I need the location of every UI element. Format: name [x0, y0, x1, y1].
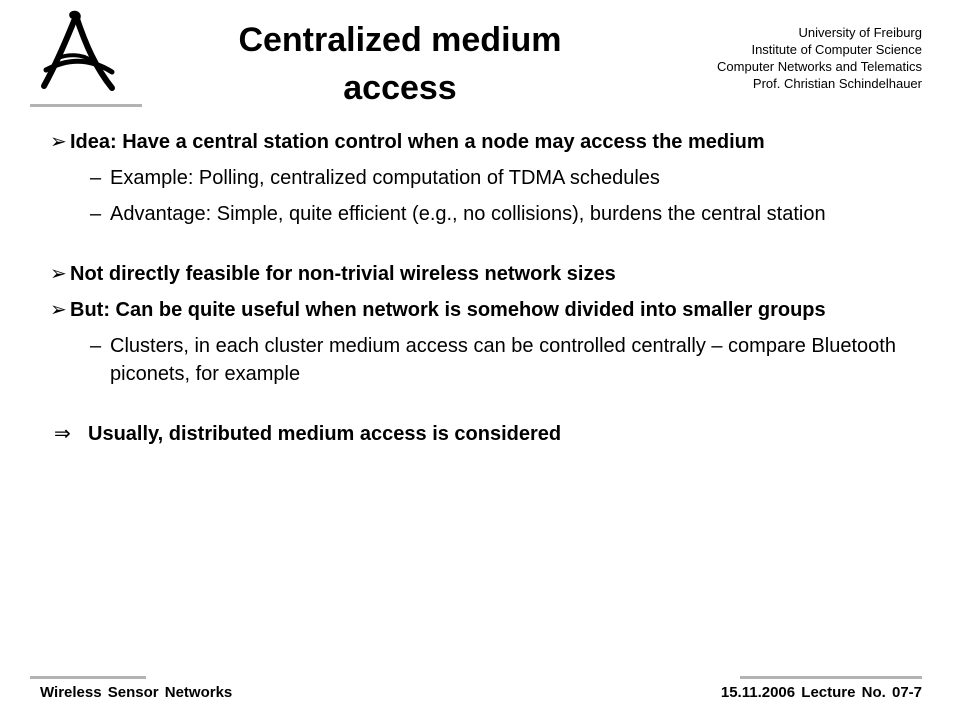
affiliation-university: University of Freiburg — [798, 25, 922, 40]
affiliation-institute: Institute of Computer Science — [751, 42, 922, 57]
affiliation-block — [602, 24, 922, 92]
conclusion — [50, 420, 920, 448]
dash-bullet-icon: – — [90, 335, 102, 357]
bullet-item — [50, 296, 920, 324]
sub-bullet-item — [50, 200, 920, 228]
slide-content — [50, 128, 920, 448]
slide-title: Centralized medium access — [238, 21, 562, 107]
sub-bullet-item — [50, 164, 920, 192]
implies-arrow-icon: ⇒ — [54, 423, 71, 445]
conclusion-text: Usually, distributed medium access is considered — [88, 423, 562, 445]
footer-divider-left — [30, 676, 146, 679]
freiburg-university-logo-icon — [38, 10, 144, 110]
logo-divider — [30, 104, 142, 107]
bullet-item — [50, 260, 920, 288]
sub-bullet-text: Advantage: Simple, quite efficient (e.g., no collisions), burdens the central station — [110, 203, 826, 225]
bullet-text: Idea: Have a central station control when a node may access the medium — [70, 131, 765, 153]
bullet-text: But: Can be quite useful when network is somehow divided into smaller groups — [70, 299, 826, 321]
arrow-bullet-icon: ➢ — [50, 299, 67, 321]
arrow-bullet-icon: ➢ — [50, 131, 67, 153]
dash-bullet-icon: – — [90, 203, 102, 225]
sub-bullet-item — [50, 332, 920, 388]
affiliation-group: Computer Networks and Telematics — [717, 59, 922, 74]
sub-bullet-text: Example: Polling, centralized computation of TDMA schedules — [110, 167, 660, 189]
footer-divider-right — [740, 676, 922, 679]
footer-lecture-info: 15.11.2006 Lecture No. 07-7 — [720, 684, 922, 701]
bullet-item — [50, 128, 920, 156]
affiliation-professor: Prof. Christian Schindelhauer — [752, 76, 922, 91]
bullet-text: Not directly feasible for non-trivial wireless network sizes — [70, 263, 616, 285]
footer-course-title: Wireless Sensor Networks — [40, 684, 233, 701]
dash-bullet-icon: – — [90, 167, 102, 189]
sub-bullet-text: Clusters, in each cluster medium access can be controlled centrally – compare Bluetooth piconets, for example — [110, 335, 896, 385]
arrow-bullet-icon: ➢ — [50, 263, 67, 285]
